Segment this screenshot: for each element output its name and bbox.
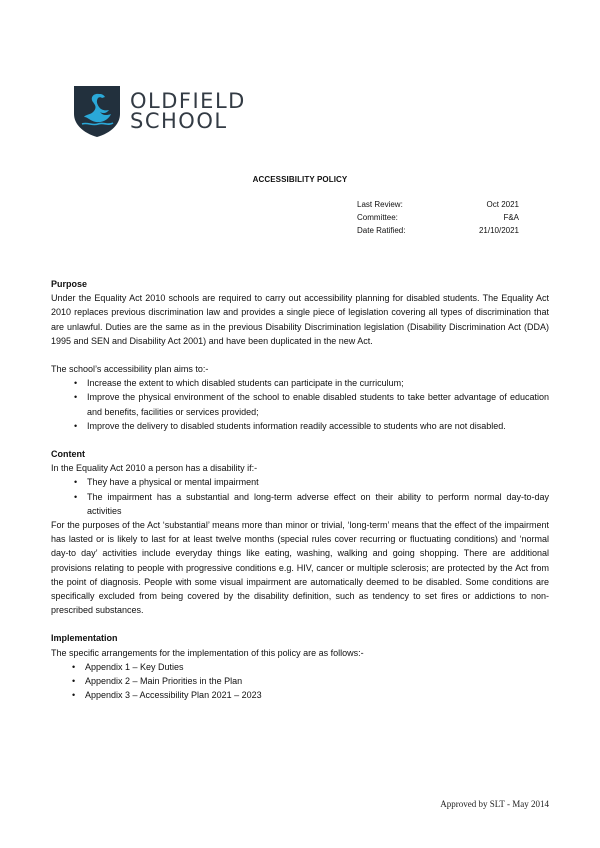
list-item: • Increase the extent to which disabled students can participate in the curriculum; <box>51 376 549 390</box>
meta-value: 21/10/2021 <box>478 226 519 235</box>
logo-text-line1: OLDFIELD <box>130 89 246 113</box>
aims-intro: The school’s accessibility plan aims to:- <box>51 364 209 375</box>
list-item: • Improve the physical environment of the school to enable disabled students to take better advantage of education and benefits, facilities or services provided; <box>51 390 549 418</box>
meta-row-date-ratified <box>357 224 519 237</box>
document-meta-table <box>357 198 519 237</box>
content-paragraph: For the purposes of the Act ‘substantial’ means more than minor or trivial, ‘long-term’ means that the effect of the impairment has lasted or is likely to last for at least twelve months (special rules cover recurring or fluctuating conditions) and ‘normal day-to day’ activities include everyday things like eating, washing, walking and going shopping. There are additional provisions relating to people with progressive conditions e.g. HIV, cancer or multiple sclerosis; are protected by the Act from the point of diagnosis. People with some visual impairment are automatically deemed to be disabled. Some conditions are specifically excluded from being covered by the disability definition, such as tendency to set fires or addictions to non-prescribed substances. <box>51 520 549 616</box>
list-item: • The impairment has a substantial and long-term adverse effect on their ability to perform normal day-to-day activities <box>51 490 549 518</box>
content-intro: In the Equality Act 2010 a person has a disability if:- <box>51 463 258 474</box>
meta-value: F&A <box>503 213 519 222</box>
document-body <box>51 277 549 702</box>
list-item: • Appendix 3 – Accessibility Plan 2021 – 2023 <box>51 688 549 702</box>
swan-shield-icon <box>72 84 122 138</box>
meta-row-committee <box>357 211 519 224</box>
implementation-heading: Implementation <box>51 633 118 644</box>
list-item: • Appendix 1 – Key Duties <box>51 660 549 674</box>
appendix-list <box>51 660 549 703</box>
meta-label: Committee: <box>357 213 398 222</box>
meta-label: Last Review: <box>357 200 403 209</box>
content-heading: Content <box>51 449 85 460</box>
approval-footer: Approved by SLT - May 2014 <box>440 799 549 809</box>
meta-value: Oct 2021 <box>486 200 519 209</box>
meta-row-last-review <box>357 198 519 211</box>
logo-text-line2: SCHOOL <box>130 109 228 133</box>
implementation-intro: The specific arrangements for the implementation of this policy are as follows:- <box>51 647 364 658</box>
list-item: • They have a physical or mental impairment <box>51 475 549 489</box>
purpose-heading: Purpose <box>51 279 88 289</box>
list-item: • Improve the delivery to disabled students information readily accessible to students who are not disabled. <box>51 419 549 433</box>
school-logo <box>72 84 246 138</box>
disability-criteria-list <box>51 475 549 518</box>
purpose-paragraph: Under the Equality Act 2010 schools are required to carry out accessibility planning for disabled students. The Equality Act 2010 replaces previous discrimination law and provides a single piece of legislation covering all types of discrimination that are unlawful. Duties are the same as in the previous Disability Discrimination legislation (Disability Discrimination Act (DDA) 1995 and SEN and Disability Act 2001) and have been duplicated in the new Act. <box>51 293 549 346</box>
list-item: • Appendix 2 – Main Priorities in the Plan <box>51 674 549 688</box>
document-title: ACCESSIBILITY POLICY <box>252 175 348 184</box>
aims-list <box>51 376 549 433</box>
meta-label: Date Ratified: <box>357 226 406 235</box>
